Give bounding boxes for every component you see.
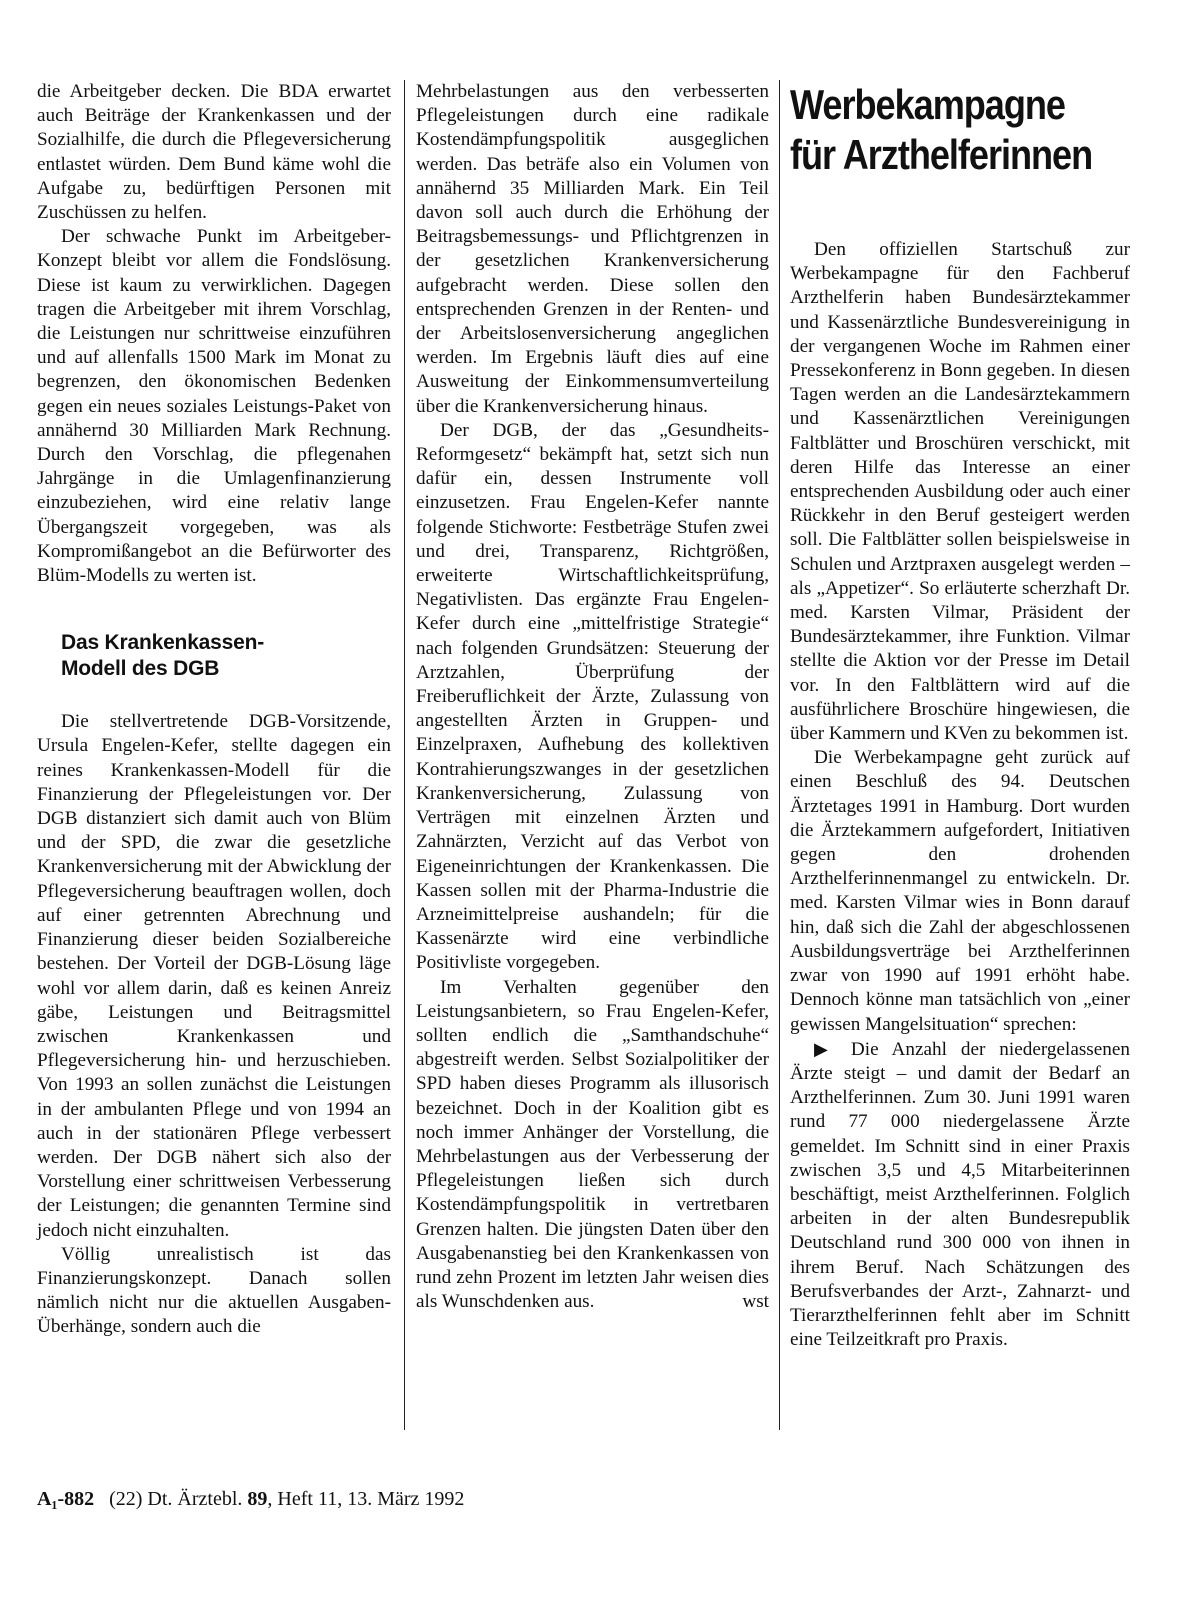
paragraph: die Arbeitgeber decken. Die BDA erwartet auch Beiträge der Krankenkassen und der Sozialhilfe, die durch die Pflegeversicherung entlastet würden. Dem Bund käme wohl die Aufgabe zu, bedürftigen Personen mit Zuschüssen zu helfen.: [37, 81, 391, 224]
paragraph: Der schwache Punkt im Arbeitgeber-Konzept bleibt vor allem die Fondslösung. Diese ist kaum zu verwirklichen. Dagegen tragen die Arbeitgeber mit ihrem Vorschlag, die Leistungen nur schrittweise einzuführen und auf allenfalls 1500 Mark im Monat zu begrenzen, den ökonomischen Bedenken gegen ein neues soziales Leistungs-Paket von annähernd 30 Milliarden Mark Rechnung. Durch den Vorschlag, die pflegenahen Jahrgänge in die Umlagenfinanzierung einzubeziehen, wird eine relativ lange Übergangszeit vorgegeben, was als Kompromißangebot an die Befürworter des Blüm-Modells zu werten ist.: [37, 226, 391, 587]
author-signature: wst: [742, 1291, 769, 1313]
paragraph: Mehrbelastungen aus den verbesserten Pflegeleistungen durch eine radikale Kostendämpfungspolitik ausgeglichen werden. Das beträfe also ein Volumen von annähernd 35 Milliarden Mark. Ein Teil davon soll auch durch die Erhöhung der Beitragsbemessungs- und Pflichtgrenzen in der gesetzlichen Krankenversicherung aufgebracht werden. Diese sollen den entsprechenden Grenzen in der Renten- und der Arbeitslosenversicherung angeglichen werden. Im Ergebnis läuft dies auf eine Ausweitung der Einkommensumverteilung über die Krankenversicherung hinaus.: [416, 81, 769, 417]
paragraph: [416, 976, 769, 1315]
article-headline: [790, 80, 1093, 180]
triangle-bullet-icon: ▶: [814, 1038, 837, 1059]
article-column-3: [790, 80, 1130, 1352]
article-column-1: [37, 80, 391, 1340]
section-subheading: [61, 630, 391, 682]
column-divider: [779, 80, 780, 1430]
citation-suffix: , Heft 11, 13. März 1992: [267, 1488, 465, 1510]
subheading-line: Modell des DGB: [61, 657, 220, 681]
page-footer: [37, 1488, 464, 1511]
headline-line: für Arzthelferinnen: [790, 131, 1093, 178]
paragraph: Völlig unrealistisch ist das Finanzierungskonzept. Danach sollen nämlich nicht nur die aktuellen Ausgaben-Überhänge, sondern auch die: [37, 1243, 391, 1338]
paragraph: Die stellvertretende DGB-Vorsitzende, Ursula Engelen-Kefer, stellte dagegen ein reines Krankenkassen-Modell für die Finanzierung der Pflegeleistungen vor. Der DGB distanziert sich damit auch von Blüm und der SPD, die zwar die gesetzliche Krankenversicherung mit der Abwicklung der Pflegeversicherung beauftragen wollen, doch auf einer getrennten Abrechnung und Finanzierung dieser beiden Sozialbereiche bestehen. Der Vorteil der DGB-Lösung läge wohl vor allem darin, daß es keinen Anreiz gäbe, Leistungen und Beitragsmittel zwischen Krankenkassen und Pflegeversicherung hin- und herzuschieben. Von 1993 an sollen zunächst die Leistungen in der ambulanten Pflege und von 1994 an auch in der stationären Pflege verbessert werden. Der DGB nähert sich also der Vorstellung einer schrittweisen Verbesserung der Leistungen; die genannten Termine sind jedoch nicht einzuhalten.: [37, 711, 391, 1241]
bullet-paragraph: [790, 1037, 1130, 1353]
volume-number: 89: [247, 1488, 268, 1510]
paragraph: Der DGB, der das „Gesundheits-Reformgesetz“ bekämpft hat, setzt sich nun dafür ein, dessen Instrumente voll einzusetzen. Frau Engelen-Kefer nannte folgende Stichworte: Festbeträge Stufen zwei und drei, Transparenz, Richtgrößen, erweiterte Wirtschaftlichkeitsprüfung, Negativlisten. Das ergänzte Frau Engelen-Kefer durch eine „mittelfristige Strategie“ nach folgenden Grundsätzen: Steuerung der Arztzahlen, Überprüfung der Freiberuflichkeit der Ärzte, Zulassung von angestellten Ärzten in Gruppen- und Einzelpraxen, Aufhebung des kollektiven Kontrahierungszwanges in der gesetzlichen Krankenversicherung, Zulassung von Verträgen mit einzelnen Ärzten und Zahnärzten, Verzicht auf das Verbot von Eigeneinrichtungen der Krankenkassen. Die Kassen sollen mit der Pharma-Industrie die Arzneimittelpreise aushandeln; für die Kassenärzte wird eine verbindliche Positivliste vorgegeben.: [416, 419, 769, 974]
paragraph-text: Im Verhalten gegenüber den Leistungsanbietern, so Frau Engelen-Kefer, sollten endlich die „Samthandschuhe“ abgestreift werden. Selbst Sozialpolitiker der SPD haben dieses Programm als illusorisch bezeichnet. Doch in der Koalition gibt es noch immer Anhänger der Vorstellung, die Mehrbelastungen aus der Verbesserung der Pflegeleistungen ließen sich durch Kostendämpfungspolitik in vertretbaren Grenzen halten. Die jüngsten Daten über den Ausgabenanstieg bei den Krankenkassen von rund zehn Prozent im letzten Jahr weisen dies als Wunschdenken aus.: [416, 976, 769, 1313]
article-column-2: [416, 80, 769, 1314]
citation-prefix: (22) Dt. Ärztebl.: [109, 1488, 248, 1510]
paragraph-text: Die Anzahl der niedergelassenen Ärzte steigt – und damit der Bedarf an Arzthelferinnen. Zum 30. Juni 1991 waren rund 77 000 niedergelassene Ärzte gemeldet. Im Schnitt sind in einer Praxis zwischen 3,5 und 4,5 Mitarbeiterinnen beschäftigt, meist Arzthelferinnen. Folglich arbeiten in der alten Bundesrepublik Deutschland rund 300 000 von ihnen in ihrem Beruf. Nach Schätzungen des Berufsverbandes der Arzt-, Zahnarzt- und Tierarzthelferinnen fehlt aber im Schnitt eine Teilzeitkraft pro Praxis.: [790, 1038, 1130, 1351]
paragraph: Die Werbekampagne geht zurück auf einen Beschluß des 94. Deutschen Ärztetages 1991 in Hamburg. Dort wurden die Ärztekammern aufgefordert, Initiativen gegen den drohenden Arzthelferinnenmangel zu entwickeln. Dr. med. Karsten Vilmar wies in Bonn darauf hin, daß sich die Zahl der abgeschlossenen Ausbildungsverträge bei Arzthelferinnen zwar von 1990 auf 1991 erhöht habe. Dennoch könne man tatsächlich von „einer gewissen Mangelsituation“ sprechen:: [790, 747, 1130, 1035]
column-divider: [404, 80, 405, 1430]
headline-line: Werbekampagne: [790, 81, 1065, 128]
subheading-line: Das Krankenkassen-: [61, 631, 265, 655]
page-code: A₁-882: [37, 1488, 95, 1510]
paragraph: Den offiziellen Startschuß zur Werbekampagne für den Fachberuf Arzthelferin haben Bundesärztekammer und Kassenärztliche Bundesvereinigung in der vergangenen Woche im Rahmen einer Pressekonferenz in Bonn gegeben. In diesen Tagen werden an die Landesärztekammern und Kassenärztlichen Vereinigungen Faltblätter und Broschüren verschickt, mit deren Hilfe das Interesse an einer entsprechenden Ausbildung oder auch einer Rückkehr in den Beruf gesteigert werden soll. Die Faltblätter sollen beispielsweise in Schulen und Arztpraxen ausgelegt werden – als „Appetizer“. So erläuterte scherzhaft Dr. med. Karsten Vilmar, Präsident der Bundesärztekammer, ihre Funktion. Vilmar stellte die Aktion vor der Presse im Detail vor. In den Faltblättern wird auf die ausführlichere Broschüre hingewiesen, die über Kammern und KVen zu bekommen ist.: [790, 239, 1130, 745]
